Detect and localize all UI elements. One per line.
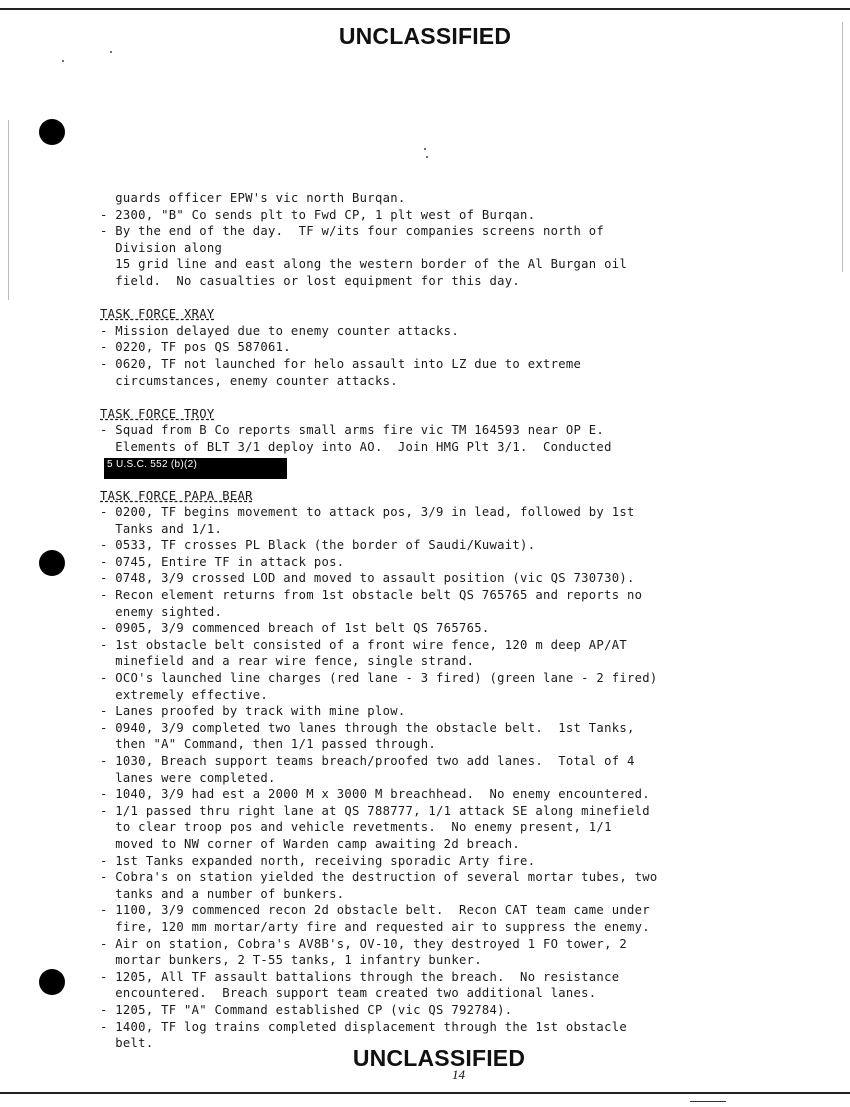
text-line: Division along: [100, 240, 223, 255]
header-classification: UNCLASSIFIED: [338, 23, 512, 49]
intro-section: [100, 190, 830, 290]
section-spacer: [100, 290, 830, 307]
text-line: - Mission delayed due to enemy counter attacks.: [100, 323, 459, 338]
scan-speck: [110, 51, 112, 53]
text-line: - 1030, Breach support teams breach/proofed two add lanes. Total of 4: [100, 754, 635, 768]
text-line: - By the end of the day. TF w/its four companies screens north of: [100, 224, 605, 239]
text-line: extremely effective.: [100, 687, 269, 702]
scan-speck: [62, 60, 64, 62]
text-line: belt.: [100, 1036, 154, 1051]
text-line: - OCO's launched line charges (red lane - 3 fired) (green lane - 2 fired): [100, 671, 658, 686]
scan-edge-left: [8, 120, 9, 300]
text-line: Tanks and 1/1.: [100, 521, 223, 536]
heading-task-force-troy: TASK FORCE TROY: [100, 406, 215, 421]
text-line: - 1040, 3/9 had est a 2000 M x 3000 M breachhead. No enemy encountered.: [100, 787, 650, 802]
papa-bear-section: [100, 504, 830, 1052]
text-line: - Air on station, Cobra's AV8B's, OV-10, they destroyed 1 FO tower, 2: [100, 936, 627, 951]
footer-classification: UNCLASSIFIED: [352, 1045, 526, 1071]
text-line: - 0620, TF not launched for helo assault into LZ due to extreme: [100, 356, 582, 371]
bottom-rule-mark: [690, 1101, 726, 1102]
top-rule: [0, 8, 850, 10]
text-line: Elements of BLT 3/1 deploy into AO. Join HMG Plt 3/1. Conducted: [100, 439, 612, 454]
text-line: - 1st Tanks expanded north, receiving sporadic Arty fire.: [100, 853, 536, 868]
text-line: - 0748, 3/9 crossed LOD and moved to assault position (vic QS 730730).: [100, 571, 635, 586]
scan-speck: [424, 148, 426, 150]
troy-section: [100, 422, 830, 455]
text-line: encountered. Breach support team created two additional lanes.: [100, 986, 597, 1001]
text-line: - 1205, TF "A" Command established CP (vic QS 792784).: [100, 1002, 513, 1017]
text-line: circumstances, enemy counter attacks.: [100, 373, 398, 388]
page-number: 14: [452, 1067, 465, 1082]
text-line: minefield and a rear wire fence, single strand.: [100, 654, 475, 669]
text-line: - 0533, TF crosses PL Black (the border of Saudi/Kuwait).: [100, 538, 536, 553]
text-line: - Recon element returns from 1st obstacle belt QS 765765 and reports no: [100, 588, 643, 603]
text-line: - 1/1 passed thru right lane at QS 788777, 1/1 attack SE along minefield: [100, 803, 650, 818]
section-spacer: [100, 389, 830, 406]
text-line: - 0940, 3/9 completed two lanes through the obstacle belt. 1st Tanks,: [100, 720, 635, 735]
text-line: - 1205, All TF assault battalions through the breach. No resistance: [100, 969, 620, 984]
heading-task-force-xray: TASK FORCE XRAY: [100, 307, 215, 322]
text-line: lanes were completed.: [100, 770, 276, 785]
text-line: - Cobra's on station yielded the destruction of several mortar tubes, two: [100, 870, 658, 885]
text-line: enemy sighted.: [100, 604, 223, 619]
text-line: guards officer EPW's vic north Burqan.: [100, 191, 406, 205]
scan-edge-right: [842, 22, 843, 272]
text-line: - 0220, TF pos QS 587061.: [100, 340, 291, 355]
text-line: - 0905, 3/9 commenced breach of 1st belt QS 765765.: [100, 621, 490, 636]
text-line: fire, 120 mm mortar/arty fire and requested air to suppress the enemy.: [100, 919, 650, 934]
text-line: - Squad from B Co reports small arms fire vic TM 164593 near OP E.: [100, 423, 605, 438]
heading-task-force-papa-bear: TASK FORCE PAPA BEAR: [100, 488, 253, 503]
text-line: - 2300, "B" Co sends plt to Fwd CP, 1 plt west of Burqan.: [100, 207, 536, 222]
punch-hole-top: [39, 119, 65, 145]
text-line: 15 grid line and east along the western border of the Al Burgan oil: [100, 257, 627, 272]
redaction-row: [100, 456, 830, 476]
redaction-box: 5 U.S.C. 552 (b)(2): [104, 458, 287, 479]
xray-section: [100, 323, 830, 389]
text-line: mortar bunkers, 2 T-55 tanks, 1 infantry bunker.: [100, 953, 482, 968]
bottom-rule: [0, 1092, 850, 1094]
text-line: - Lanes proofed by track with mine plow.: [100, 704, 406, 719]
punch-hole-middle: [39, 550, 65, 576]
text-line: moved to NW corner of Warden camp awaiting 2d breach.: [100, 836, 521, 851]
text-line: - 1st obstacle belt consisted of a front wire fence, 120 m deep AP/AT: [100, 637, 627, 652]
text-line: field. No casualties or lost equipment for this day.: [100, 273, 521, 288]
document-body: [100, 190, 830, 1052]
punch-hole-bottom: [39, 969, 65, 995]
text-line: to clear troop pos and vehicle revetments. No enemy present, 1/1: [100, 820, 612, 835]
text-line: tanks and a number of bunkers.: [100, 886, 345, 901]
text-line: - 0200, TF begins movement to attack pos, 3/9 in lead, followed by 1st: [100, 505, 635, 520]
text-line: - 1100, 3/9 commenced recon 2d obstacle belt. Recon CAT team came under: [100, 903, 650, 918]
scan-speck: [426, 156, 428, 158]
text-line: - 0745, Entire TF in attack pos.: [100, 554, 345, 569]
text-line: - 1400, TF log trains completed displacement through the 1st obstacle: [100, 1019, 627, 1034]
text-line: then "A" Command, then 1/1 passed through.: [100, 737, 437, 752]
